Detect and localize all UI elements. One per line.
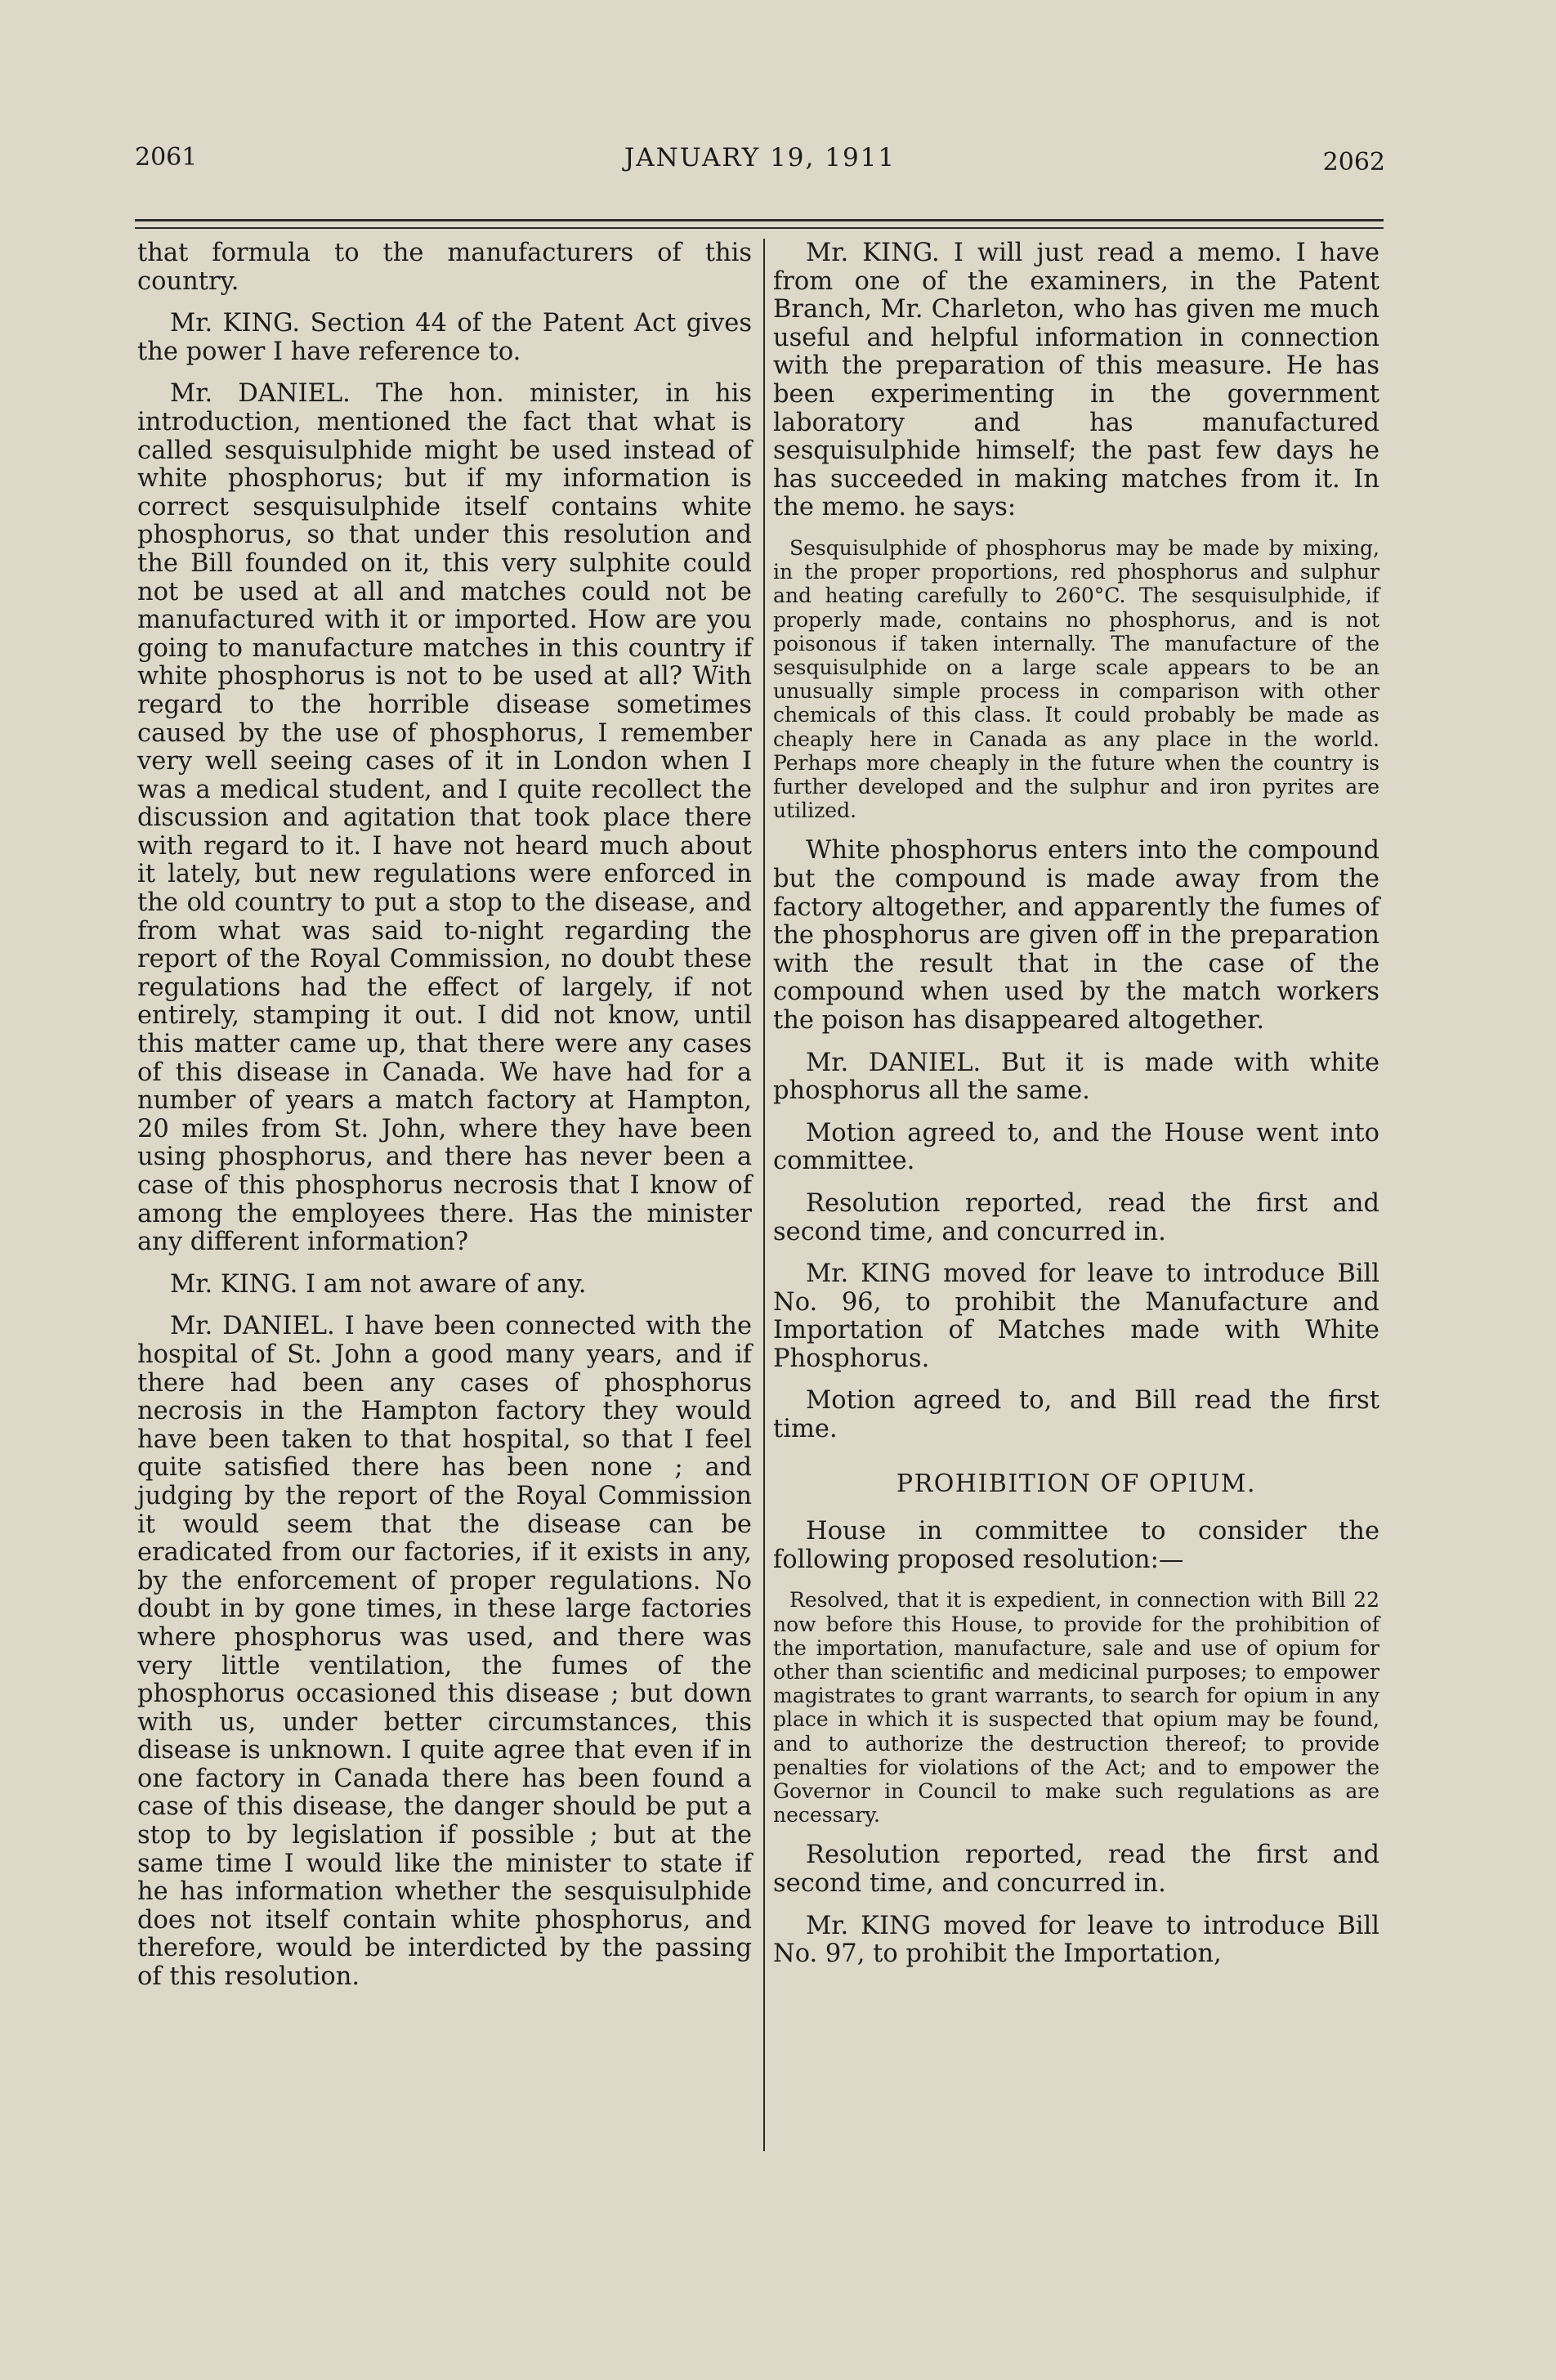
section-heading: PROHIBITION OF OPIUM. — [896, 1469, 1257, 1498]
page-header — [131, 143, 1389, 184]
paragraph: Resolution reported, read the first and second time, and concurred in. — [773, 1188, 1379, 1246]
header-rule-bottom — [135, 227, 1384, 229]
column-divider — [763, 239, 765, 2151]
paragraph: that formula to the manufacturers of this country. — [137, 239, 752, 296]
page-number-right: 2062 — [1322, 148, 1385, 177]
resolution-quote: Resolved, that it is expedient, in connection with Bill 22 now before this House, to provide for the prohibition of the importation, manufacture, sale and use of opium for other than scientific and medicinal purposes; to empower magistrates to grant warrants, to search for opium in any place in which it is suspected that opium may be found, and to authorize the destruction thereof; to provide penalties for violations of the Act; and to empower the Governor in Council to make such regulations as are necessary. — [773, 1588, 1379, 1828]
left-column — [137, 239, 752, 2006]
paragraph: Motion agreed to, and the House went into committee. — [773, 1118, 1379, 1176]
paragraph: Mr. DANIEL. The hon. minister, in his introduction, mentioned the fact that what is called sesquisulphide might be used instead of white phosphorus; but if my information is correct sesquisulphide itself contains white phosphorus, so that under this resolution and the Bill founded on it, this very sulphite could not be used at all and matches could not be manufactured with it or imported. How are you going to manufacture matches in this country if white phosphorus is not to be used at all? With regard to the horrible disease sometimes caused by the use of phosphorus, I remember very well seeing cases of it in London when I was a medical student, and I quite recollect the discussion and agitation that took place there with regard to it. I have not heard much about it lately, but new regulations were enforced in the old country to put a stop to the disease, and from what was said to-night regarding the report of the Royal Commission, no doubt these regulations had the effect of largely, if not entirely, stamping it out. I did not know, until this matter came up, that there were any cases of this disease in Canada. We have had for a number of years a match factory at Hampton, 20 miles from St. John, where they have been using phosphorus, and there has never been a case of this phosphorus necrosis that I know of among the employees there. Has the minister any different information? — [137, 379, 752, 1257]
header-rule-top — [135, 219, 1384, 221]
page-number-left: 2061 — [135, 143, 198, 172]
paragraph: Mr. DANIEL. But it is made with white phosphorus all the same. — [773, 1048, 1379, 1106]
page-date-title: JANUARY 19, 1911 — [624, 143, 896, 172]
paragraph: Mr. KING moved for leave to introduce Bill No. 97, to prohibit the Importation, — [773, 1911, 1379, 1969]
memo-quote: Sesquisulphide of phosphorus may be made by mixing, in the proper proportions, red phosphorus and sulphur and heating carefully to 260°C. The sesquisulphide, if properly made, contains no phosphorus, and is not poisonous if taken internally. The manufacture of the sesquisulphide on a large scale appears to be an unusually simple process in comparison with other chemicals of this class. It could probably be made as cheaply here in Canada as any place in the world. Perhaps more cheaply in the future when the country is further developed and the sulphur and iron pyrites are utilized. — [773, 535, 1379, 823]
paragraph: Motion agreed to, and Bill read the first time. — [773, 1386, 1379, 1444]
paragraph: House in committee to consider the following proposed resolution:— — [773, 1517, 1379, 1574]
paragraph: Mr. KING moved for leave to introduce Bill No. 96, to prohibit the Manufacture and Importation of Matches made with White Phosphorus. — [773, 1259, 1379, 1373]
paragraph: Resolution reported, read the first and second time, and concurred in. — [773, 1841, 1379, 1899]
paragraph: Mr. KING. Section 44 of the Patent Act gives the power I have reference to. — [137, 309, 752, 366]
paragraph: Mr. DANIEL. I have been connected with the hospital of St. John a good many years, and if there had been any cases of phosphorus necrosis in the Hampton factory they would have been taken to that hospital, so that I feel quite satisfied there has been none ; and judging by the report of the Royal Commission it would seem that the disease can be eradicated from our factories, if it exists in any, by the enforcement of proper regulations. No doubt in by gone times, in these large factories where phosphorus was used, and there was very little ventilation, the fumes of the phosphorus occasioned this disease ; but down with us, under better circumstances, this disease is unknown. I quite agree that even if in one factory in Canada there has been found a case of this disease, the danger should be put a stop to by legislation if possible ; but at the same time I would like the minister to state if he has information whether the sesquisulphide does not itself contain white phosphorus, and therefore, would be interdicted by the passing of this resolution. — [137, 1312, 752, 1992]
paragraph: Mr. KING. I will just read a memo. I have from one of the examiners, in the Patent Branch, Mr. Charleton, who has given me much useful and helpful information in connection with the preparation of this measure. He has been experimenting in the government laboratory and has manufactured sesquisulphide himself; the past few days he has succeeded in making matches from it. In the memo. he says: — [773, 239, 1379, 522]
paragraph: Mr. KING. I am not aware of any. — [170, 1269, 587, 1299]
paragraph: White phosphorus enters into the compound but the compound is made away from the factory altogether, and apparently the fumes of the phosphorus are given off in the preparation with the result that in the case of the compound when used by the match workers the poison has disappeared altogether. — [773, 836, 1379, 1035]
right-column — [773, 239, 1379, 1983]
